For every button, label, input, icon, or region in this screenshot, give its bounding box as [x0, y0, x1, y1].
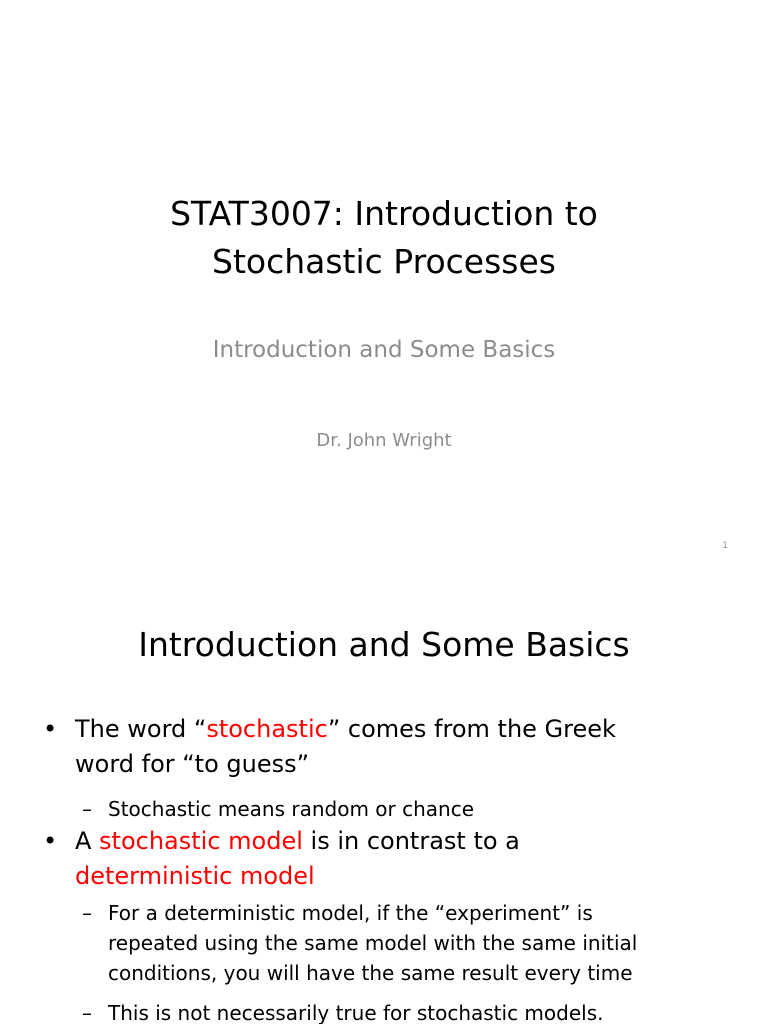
slide-2-title: Introduction and Some Basics: [138, 625, 630, 664]
sub-bullet-1: [0, 794, 768, 824]
sub-bullet-dash: –: [82, 1001, 92, 1024]
sub-bullet-2-line-1: For a deterministic model, if the “experiment” is: [108, 901, 593, 925]
sub-bullet-2: [0, 898, 768, 988]
sub-bullet-2-line-2: repeated using the same model with the same initial: [108, 931, 638, 955]
bullet-2-line-2: deterministic model: [75, 862, 315, 890]
bullet-1-text-a: The word “: [75, 715, 207, 743]
sub-bullet-3-text: This is not necessarily true for stochastic models.: [108, 1001, 604, 1024]
slide-1-subtitle: Introduction and Some Basics: [212, 337, 556, 363]
slide-1-title-line-2: Stochastic Processes: [212, 242, 556, 281]
sub-bullet-2-line-3: conditions, you will have the same result every time: [108, 961, 633, 985]
slide-1-page-number: 1: [722, 541, 728, 551]
slide-1-title: [60, 190, 708, 286]
bullet-dot: •: [43, 715, 58, 743]
sub-bullet-dash: –: [82, 901, 92, 925]
bullet-1-emphasis: stochastic: [206, 715, 328, 743]
bullet-1-line-1: [75, 712, 728, 747]
slide-2: [0, 580, 768, 1024]
bullet-1: [0, 712, 768, 782]
bullet-1-line-2: word for “to guess”: [75, 750, 310, 778]
bullet-2-emphasis: stochastic model: [99, 827, 303, 855]
sub-bullet-3: [0, 998, 768, 1024]
bullet-2-line-1: [75, 824, 728, 859]
bullet-2: [0, 824, 768, 894]
sub-bullet-1-text: Stochastic means random or chance: [108, 797, 475, 821]
bullet-2-text-b: is in contrast to a: [302, 827, 520, 855]
slide-1-author: Dr. John Wright: [316, 430, 452, 451]
bullet-dot: •: [43, 827, 58, 855]
slide-1-title-line-1: STAT3007: Introduction to: [170, 194, 598, 233]
sub-bullet-dash: –: [82, 797, 92, 821]
bullet-2-text-a: A: [75, 827, 100, 855]
bullet-1-text-b: ” comes from the Greek: [327, 715, 616, 743]
